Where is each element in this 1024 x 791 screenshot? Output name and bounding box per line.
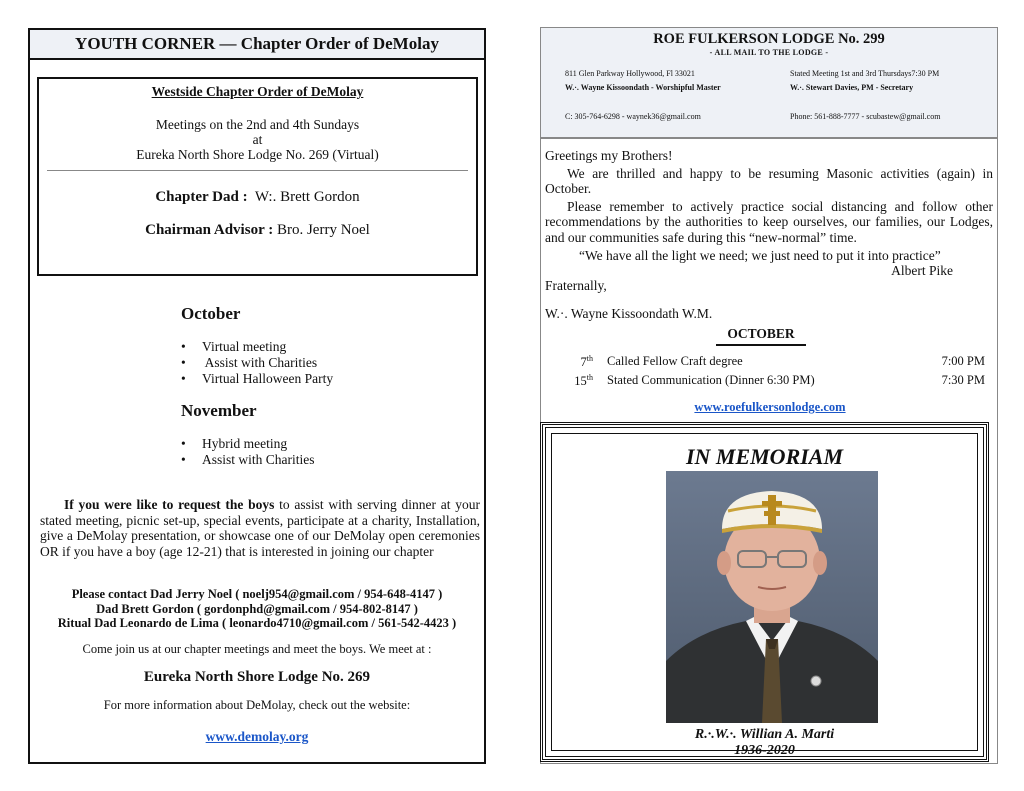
request-paragraph <box>40 497 480 559</box>
chapter-dad <box>39 189 476 206</box>
list-item: • Assist with Charities <box>181 452 315 467</box>
worshipful-master: W.·. Wayne Kissoondath - Worshipful Master <box>565 83 721 92</box>
demolay-website-link[interactable]: www.demolay.org <box>205 729 309 744</box>
calendar-month: OCTOBER <box>716 326 806 346</box>
address: 811 Glen Parkway Hollywood, Fl 33021 <box>565 69 695 78</box>
event-day: 15th <box>574 373 593 389</box>
event-time: 7:00 PM <box>941 354 985 368</box>
advisor-label: Chairman Advisor : <box>145 222 274 238</box>
quote: “We have all the light we need; we just need to put it into practice” <box>579 248 941 263</box>
meeting-line-1: Meetings on the 2nd and 4th Sundays <box>155 117 360 132</box>
header-right-column <box>790 67 940 124</box>
list-item: • Virtual Halloween Party <box>181 371 334 386</box>
advisor-name: Bro. Jerry Noel <box>276 222 370 238</box>
youth-corner-page <box>28 28 486 764</box>
lodge-name: ROE FULKERSON LODGE No. 299 <box>653 31 885 47</box>
meeting-lodge: Eureka North Shore Lodge No. 269 <box>143 669 371 685</box>
november-list <box>181 436 315 468</box>
request-bold: If you were like to request the boys <box>64 497 275 512</box>
contact-line: Ritual Dad Leonardo de Lima ( leonardo4710@gmail.com / 561-542-4423 ) <box>57 616 457 630</box>
quote-author: Albert Pike <box>891 262 953 278</box>
divider <box>47 170 468 171</box>
signature: W.·. Wayne Kissoondath W.M. <box>545 305 713 321</box>
list-item: • Assist with Charities <box>181 355 318 370</box>
memoriam-years: 1936-2020 <box>734 743 795 758</box>
meeting-line-2: at <box>252 132 263 147</box>
october-heading: October <box>181 304 241 323</box>
closing: Fraternally, <box>545 278 607 293</box>
secretary-contact: Phone: 561-888-7777 - scubastew@gmail.com <box>790 112 941 121</box>
in-memoriam-panel <box>540 422 989 762</box>
master-contact: C: 305-764-6298 - waynek36@gmail.com <box>565 112 701 121</box>
chairman-advisor <box>39 222 476 239</box>
list-item: • Virtual meeting <box>181 339 287 354</box>
contact-line: Please contact Dad Jerry Noel ( noelj954@gmail.com / 954-648-4147 ) <box>71 587 443 601</box>
paragraph-1: We are thrilled and happy to be resuming Masonic activities (again) in October. <box>545 165 993 196</box>
memoriam-name: R.·.W.·. Willian A. Marti <box>694 727 835 742</box>
meeting-line-3: Eureka North Shore Lodge No. 269 (Virtual) <box>136 147 379 162</box>
portrait-photo <box>666 471 878 723</box>
header-left-column <box>565 67 721 124</box>
chapter-name: Westside Chapter Order of DeMolay <box>151 84 364 99</box>
youth-corner-header: YOUTH CORNER — Chapter Order of DeMolay <box>30 30 484 60</box>
request-text: to assist with serving dinner at your stated meeting, picnic set-up, special events, participate at a charity, Installation, give a DeMolay presentation, or showcase one of our DeMolay open ceremonies OR if you have a boy (age 12-21) that is interested in joining our chapter <box>40 497 480 559</box>
contact-list <box>30 587 484 631</box>
chapter-info-box <box>37 77 478 276</box>
chapter-dad-label: Chapter Dad : <box>155 189 248 205</box>
letter-body <box>545 148 993 321</box>
paragraph-2: Please remember to actively practice social distancing and follow other recommendations by the authorities to keep ourselves, our families, our Lodges, and our communities safe during this “new-normal” time. <box>545 198 993 245</box>
meeting-info <box>39 117 476 162</box>
mail-note: - ALL MAIL TO THE LODGE - <box>709 48 829 57</box>
event-time: 7:30 PM <box>941 373 985 387</box>
memoriam-title: IN MEMORIAM <box>685 444 844 469</box>
contact-line: Dad Brett Gordon ( gordonphd@gmail.com / 954-802-8147 ) <box>96 601 418 616</box>
list-item: • Hybrid meeting <box>181 436 288 451</box>
lodge-header <box>541 28 997 139</box>
event-label: Stated Communication (Dinner 6:30 PM) <box>607 373 815 387</box>
portrait-illustration <box>666 471 878 723</box>
stated-meeting: Stated Meeting 1st and 3rd Thursdays7:30 PM <box>790 69 940 78</box>
november-heading: November <box>181 401 257 420</box>
come-join-text: Come join us at our chapter meetings and meet the boys. We meet at : <box>82 642 432 656</box>
lodge-website-link[interactable]: www.roefulkersonlodge.com <box>694 400 846 414</box>
event-label: Called Fellow Craft degree <box>607 354 743 368</box>
more-info-text: For more information about DeMolay, check out the website: <box>103 698 411 712</box>
memoriam-frame <box>551 433 978 758</box>
secretary: W.·. Stewart Davies, PM - Secretary <box>790 83 914 92</box>
chapter-dad-name: W:. Brett Gordon <box>254 189 360 205</box>
event-day: 7th <box>580 354 593 370</box>
october-list <box>181 339 334 387</box>
greeting: Greetings my Brothers! <box>545 148 673 163</box>
